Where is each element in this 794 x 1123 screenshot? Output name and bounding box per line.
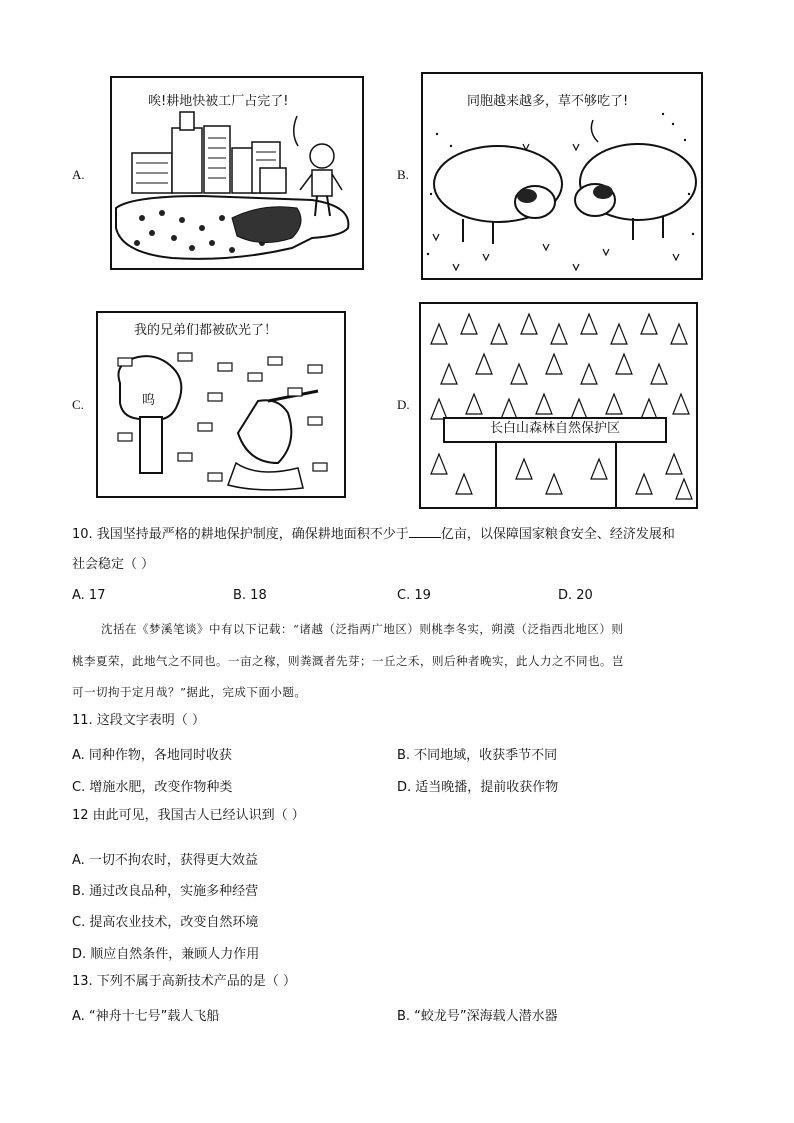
q11-option-a: A. 同种作物，各地同时收获 bbox=[72, 748, 232, 763]
q11-option-b: B. 不同地域，收获季节不同 bbox=[397, 748, 558, 763]
option-b-letter: B. bbox=[397, 167, 409, 182]
q10-stem-after: 亿亩，以保障国家粮食安全、经济发展和 bbox=[440, 527, 675, 542]
q12-option-d: D. 顺应自然条件，兼顾人力作用 bbox=[72, 947, 260, 962]
q10-option-d: D. 20 bbox=[558, 588, 593, 603]
option-a-letter: A. bbox=[72, 167, 85, 182]
q10-option-c: C. 19 bbox=[397, 588, 431, 603]
q12-option-b: B. 通过改良品种，实施多种经营 bbox=[72, 884, 259, 899]
cartoon-panel-b bbox=[421, 72, 703, 280]
q10-stem-before: 10. 我国坚持最严格的耕地保护制度，确保耕地面积不少于 bbox=[72, 527, 409, 542]
factory-farmland-drawing bbox=[112, 78, 362, 268]
passage-line-2: 桃李夏荣，此地气之不同也。一亩之稼，则粪溉者先芽；一丘之禾，则后种者晚实，此人力之不同也。岂 bbox=[72, 654, 624, 668]
q11-stem: 11. 这段文字表明（ ） bbox=[72, 713, 205, 728]
q12-stem: 12 由此可见，我国古人已经认识到（ ） bbox=[72, 808, 305, 823]
q10-option-a: A. 17 bbox=[72, 588, 106, 603]
q13-option-a: A. “神舟十七号”载人飞船 bbox=[72, 1009, 220, 1024]
q10-blank bbox=[409, 525, 441, 538]
q10-stem-line1 bbox=[72, 525, 675, 544]
passage-line-1: 沈括在《梦溪笔谈》中有以下记载：“诸越（泛指两广地区）则桃李冬实，朔漠（泛指西北地区）则 bbox=[101, 622, 624, 636]
q13-stem: 13. 下列不属于高新技术产品的是（ ） bbox=[72, 974, 296, 989]
cartoon-panel-c bbox=[96, 311, 346, 498]
felled-trees-drawing bbox=[98, 313, 344, 496]
q12-option-c: C. 提高农业技术，改变自然环境 bbox=[72, 915, 259, 930]
tree-text: 呜 bbox=[142, 393, 156, 408]
q10-stem-line2: 社会稳定（ ） bbox=[72, 557, 155, 572]
reserve-sign: 长白山森林自然保护区 bbox=[443, 417, 667, 443]
q13-option-b: B. “蛟龙号”深海载人潜水器 bbox=[397, 1009, 558, 1024]
q12-option-a: A. 一切不拘农时，获得更大效益 bbox=[72, 853, 258, 868]
q11-option-d: D. 适当晚播，提前收获作物 bbox=[397, 780, 559, 795]
q10-option-b: B. 18 bbox=[233, 588, 267, 603]
cartoon-panel-a bbox=[110, 76, 364, 270]
passage-line-3: 可一切拘于定月哉？”据此，完成下面小题。 bbox=[72, 685, 307, 699]
option-c-letter: C. bbox=[72, 397, 84, 412]
panel-a-caption: 唉!耕地快被工厂占完了! bbox=[148, 94, 289, 109]
forest-drawing bbox=[421, 304, 696, 507]
panel-b-caption: 同胞越来越多，草不够吃了! bbox=[467, 94, 629, 109]
q11-option-c: C. 增施水肥，改变作物种类 bbox=[72, 780, 233, 795]
cartoon-panel-d bbox=[419, 302, 698, 509]
panel-c-caption: 我的兄弟们都被砍光了！ bbox=[134, 323, 278, 338]
sheep-drawing bbox=[423, 74, 701, 278]
option-d-letter: D. bbox=[397, 397, 410, 412]
